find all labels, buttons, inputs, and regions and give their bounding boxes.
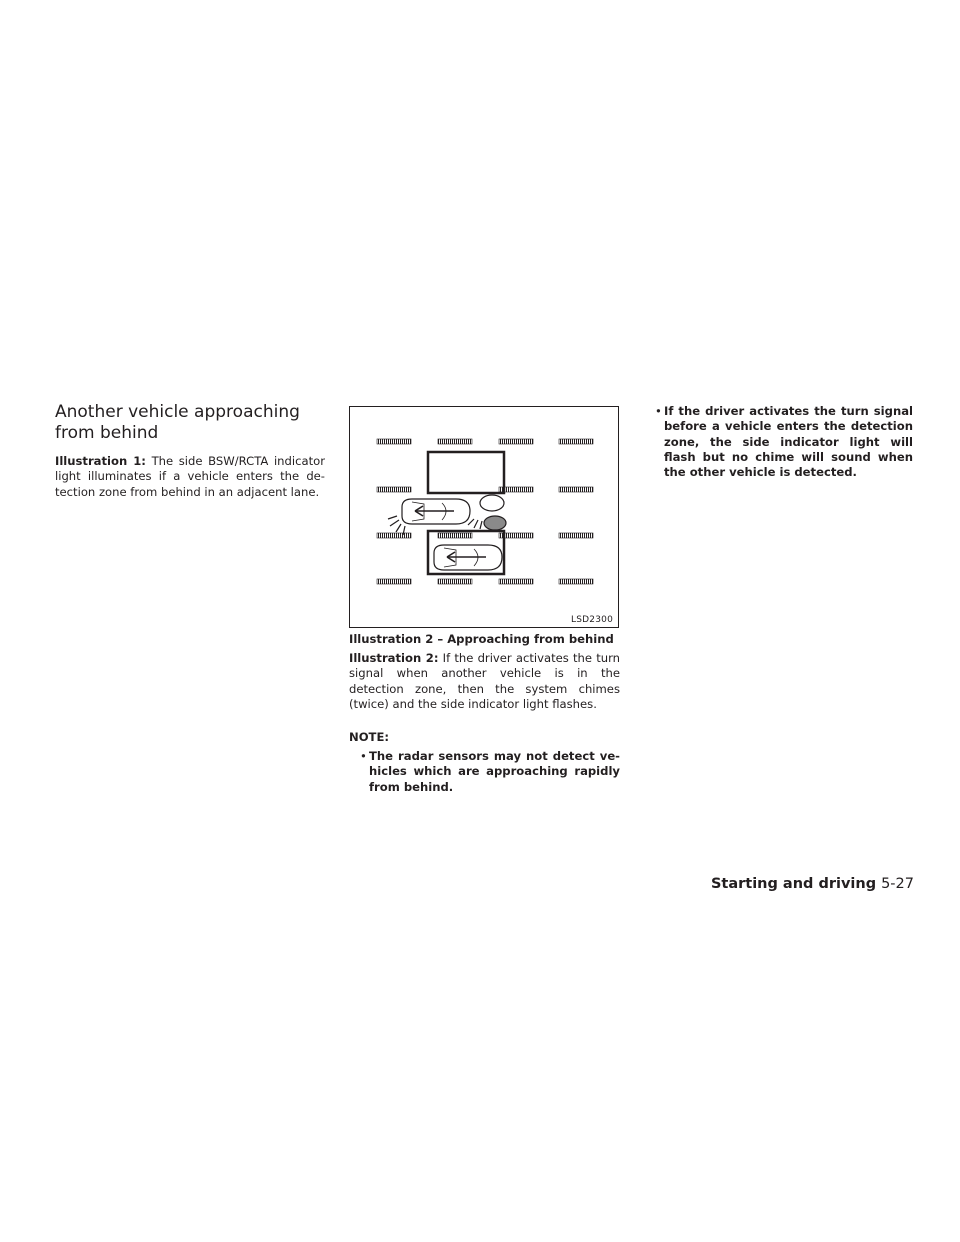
own-vehicle (434, 545, 502, 570)
illustration1-text: The side BSW/RCTA indicator light illuminates if a vehicle enters the de-tection zone from behind in an adjacent lane. (55, 454, 325, 499)
approaching-vehicle (402, 499, 470, 524)
illustration2-paragraph (349, 651, 620, 712)
section-heading-line1: Another vehicle approaching (55, 402, 300, 422)
figure-code: LSD2300 (571, 615, 613, 625)
note-bullet-1-text: The radar sensors may not detect ve-hicles which are approaching rapidly from behind. (369, 749, 620, 794)
note-label: NOTE: (349, 730, 390, 745)
page-footer (711, 876, 914, 892)
middle-column (349, 631, 620, 795)
section-heading (55, 402, 325, 444)
right-column (644, 404, 913, 480)
indicator-flash-icon (468, 519, 482, 529)
illustration2-lead: Illustration 2: (349, 651, 439, 665)
bullet-dot: • (655, 404, 662, 418)
bullet-dot: • (360, 749, 367, 764)
detection-zone-upper (428, 452, 504, 493)
page-number: 5-27 (881, 876, 914, 892)
parking-lot-diagram (350, 407, 618, 627)
illustration1-paragraph (55, 454, 325, 500)
illustration2-text: If the driver activates the turn signal when another vehicle is in the detection zone, then the system chimes (twice) and the side indicator light flashes. (349, 651, 620, 711)
note-bullet-2-text: If the driver activates the turn signal before a vehicle enters the detection zone, the side indicator light will flash but no chime will sound when the other vehicle is detected. (664, 404, 913, 480)
section-heading-line2: from behind (55, 423, 159, 443)
footer-section-title: Starting and driving (710, 876, 877, 892)
indicator-light-off-icon (480, 495, 504, 511)
left-column (55, 402, 325, 500)
indicator-light-on-icon (484, 516, 506, 530)
illustration1-lead: Illustration 1: (55, 454, 146, 468)
figure-caption: Illustration 2 – Approaching from behind (349, 632, 614, 646)
note-bullet-2 (644, 404, 913, 480)
note-bullet-1 (349, 749, 620, 795)
illustration-figure (349, 406, 619, 628)
